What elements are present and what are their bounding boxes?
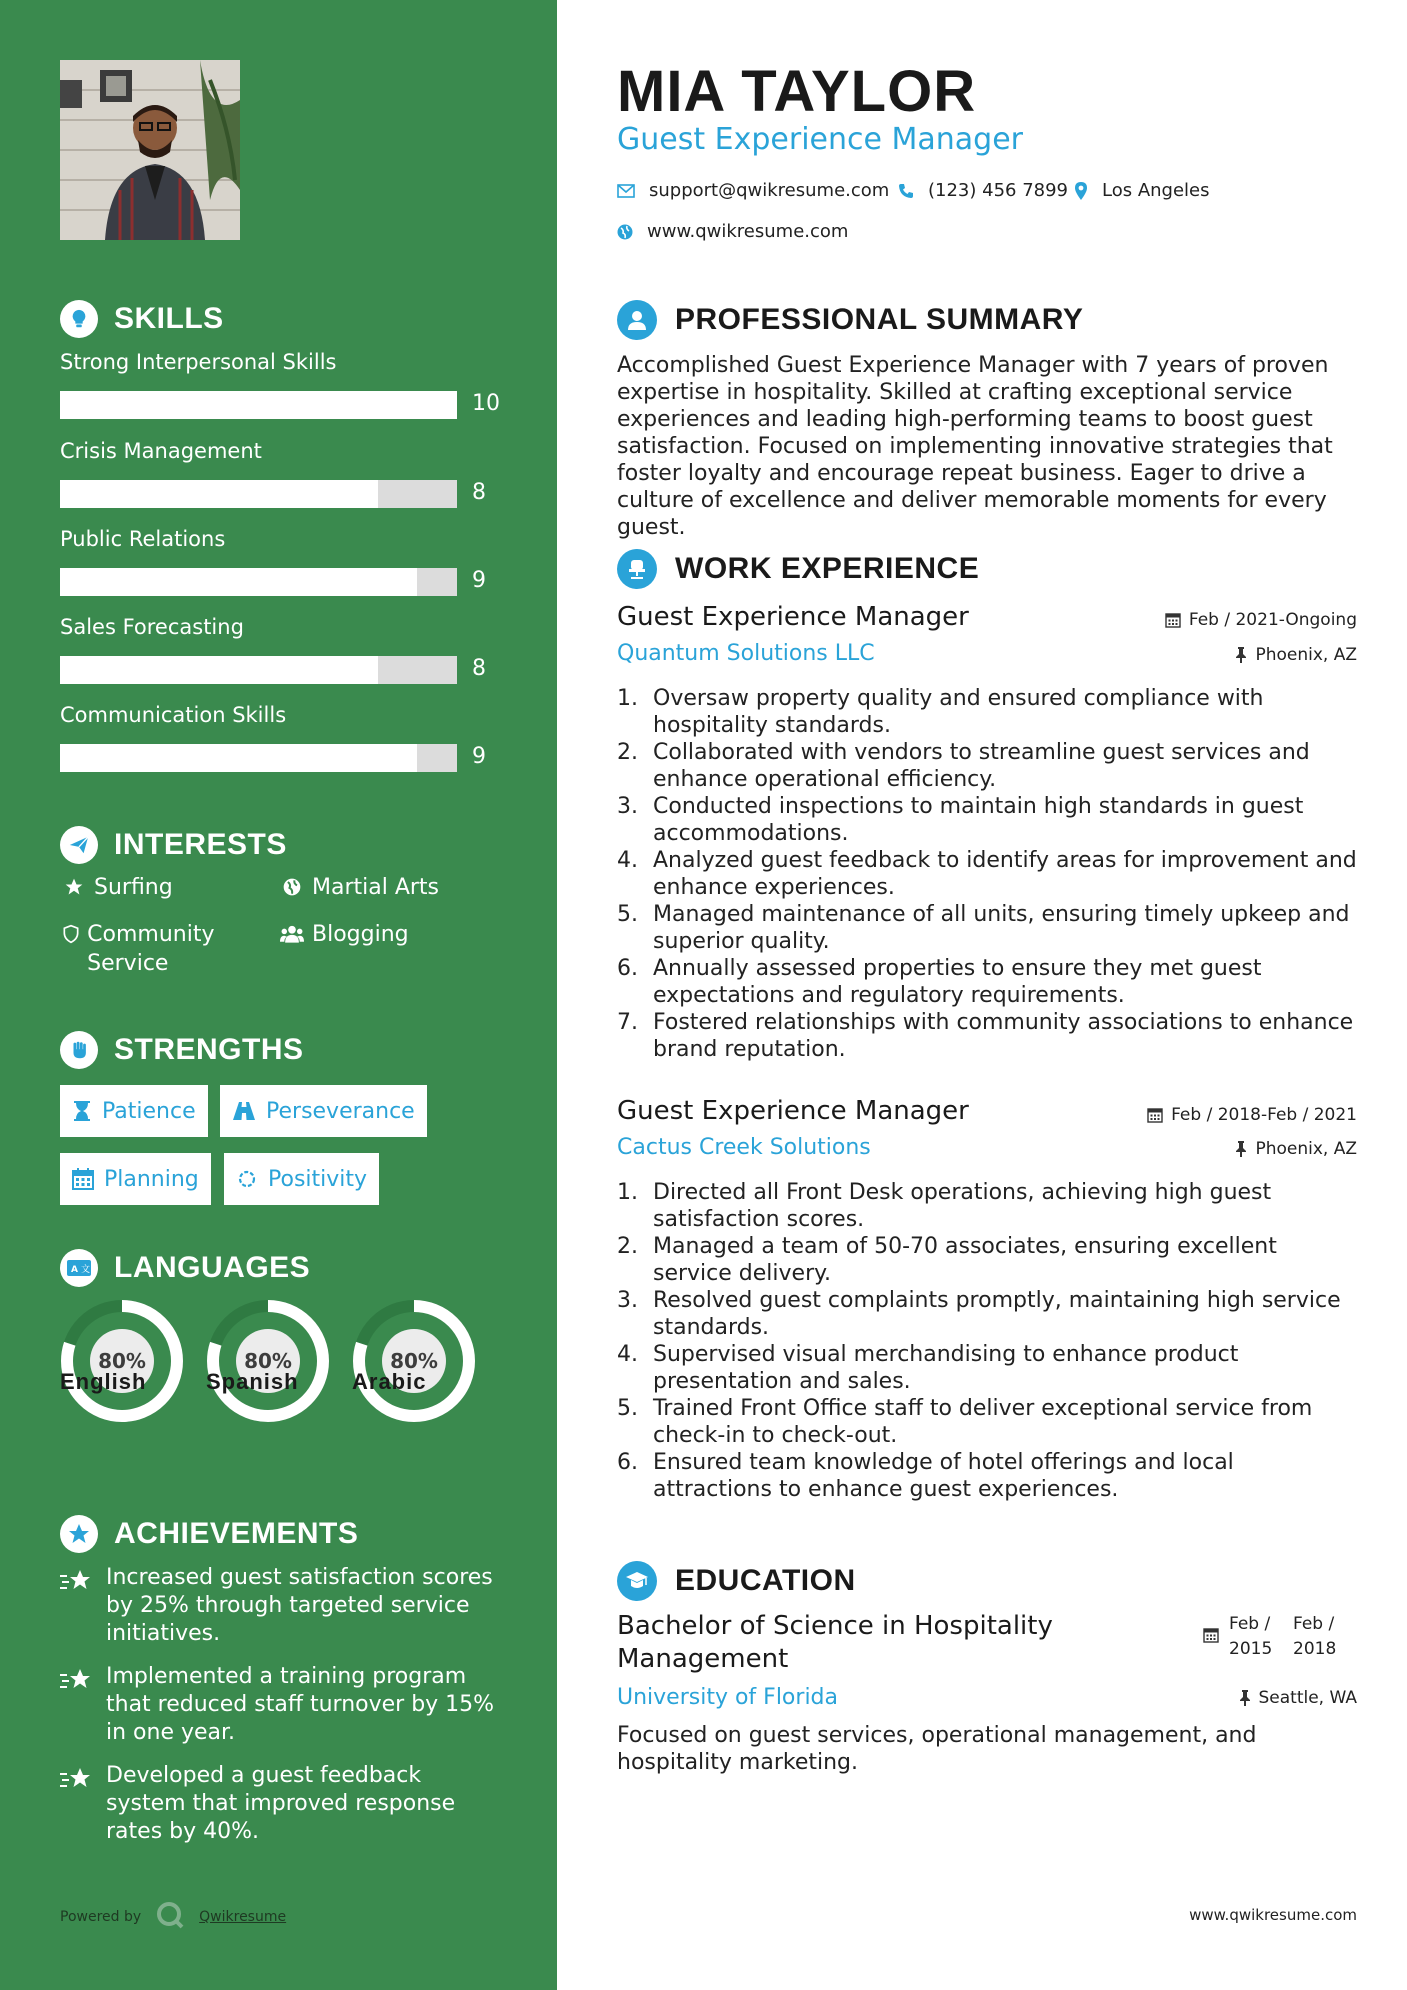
bullet-text: Managed a team of 50-70 associates, ensuring excellent service delivery. xyxy=(653,1234,1277,1286)
fist-icon xyxy=(60,1031,98,1069)
bullet-text: Conducted inspections to maintain high standards in guest accommodations. xyxy=(653,794,1304,846)
achievement-item xyxy=(60,1564,506,1648)
job-title: Guest Experience Manager xyxy=(617,1096,969,1126)
skill-value: 10 xyxy=(472,391,500,416)
powered-by xyxy=(60,1900,286,1934)
skill-value: 9 xyxy=(472,744,486,769)
map-pin-icon xyxy=(1074,182,1088,200)
education-start-year: 2015 xyxy=(1229,1639,1273,1659)
globe-icon xyxy=(617,224,633,240)
achievement-text: Developed a guest feedback system that improved response rates by 40%. xyxy=(106,1763,456,1844)
website-text[interactable]: www.qwikresume.com xyxy=(647,221,849,242)
strengths-title: STRENGTHS xyxy=(114,1033,304,1066)
education-start xyxy=(1229,1612,1293,1662)
language-progress-ring xyxy=(60,1299,184,1423)
language-name: English xyxy=(60,1369,147,1394)
candidate-name: MIA TAYLOR xyxy=(617,59,977,124)
bullet-text: Fostered relationships with community associations to enhance brand reputation. xyxy=(653,1010,1354,1062)
summary-title: PROFESSIONAL SUMMARY xyxy=(675,303,1084,336)
languages-title: LANGUAGES xyxy=(114,1251,311,1284)
bullet-text: Directed all Front Desk operations, achieving high guest satisfaction scores. xyxy=(653,1180,1272,1232)
job-bullet xyxy=(617,1179,1357,1233)
bullet-text: Annually assessed properties to ensure they met guest expectations and regulatory requirements. xyxy=(653,956,1262,1008)
language-name: Spanish xyxy=(206,1369,299,1394)
qwikresume-link[interactable]: Qwikresume xyxy=(199,1909,287,1925)
star-trail-icon xyxy=(60,1564,96,1648)
education-heading xyxy=(617,1561,856,1601)
job-bullet xyxy=(617,1395,1357,1449)
interest-item xyxy=(278,920,409,949)
skill-label: Crisis Management xyxy=(60,439,262,463)
bullet-number: 6. xyxy=(617,956,638,981)
sidebar xyxy=(0,0,557,1990)
skill-bar xyxy=(60,568,457,596)
languages-heading xyxy=(60,1249,310,1287)
job-dates-text: Feb / 2021-Ongoing xyxy=(1188,610,1357,630)
bullet-number: 3. xyxy=(617,1288,638,1313)
job-location xyxy=(1235,1139,1357,1159)
phone-icon xyxy=(898,183,914,199)
bullet-number: 4. xyxy=(617,1342,638,1367)
svg-text:文: 文 xyxy=(81,1265,91,1275)
job-title: Guest Experience Manager xyxy=(617,602,969,632)
skill-bar xyxy=(60,391,457,419)
education-end-year: 2018 xyxy=(1293,1639,1337,1659)
education-location-text: Seattle, WA xyxy=(1258,1688,1357,1708)
svg-text:A: A xyxy=(71,1265,78,1275)
job-bullet xyxy=(617,793,1357,847)
email-contact xyxy=(617,180,889,201)
pushpin-icon xyxy=(1239,1690,1251,1706)
language-percent: 80% xyxy=(390,1349,438,1373)
bullet-number: 1. xyxy=(617,1180,638,1205)
interest-item xyxy=(278,873,439,902)
language-percent: 80% xyxy=(244,1349,292,1373)
main-content xyxy=(617,0,1357,1990)
work-title: WORK EXPERIENCE xyxy=(675,552,980,585)
strength-badge xyxy=(60,1085,208,1137)
lightbulb-icon xyxy=(60,300,98,338)
strength-badge xyxy=(224,1153,379,1205)
calendar-icon xyxy=(1165,612,1181,628)
job-dates xyxy=(1147,1105,1357,1125)
skill-label: Strong Interpersonal Skills xyxy=(60,350,337,374)
language-name: Arabic xyxy=(352,1369,427,1394)
profile-photo xyxy=(60,60,240,240)
job-bullet xyxy=(617,1341,1357,1395)
calendar-icon xyxy=(1147,1107,1163,1123)
education-description: Focused on guest services, operational management, and hospitality marketing. xyxy=(617,1723,1257,1775)
pushpin-icon xyxy=(1235,647,1247,663)
work-heading xyxy=(617,549,979,589)
skill-bar xyxy=(60,480,457,508)
sun-icon xyxy=(236,1168,258,1190)
users-icon xyxy=(278,920,306,949)
bullet-number: 5. xyxy=(617,902,638,927)
strength-label: Perseverance xyxy=(266,1098,415,1124)
skills-title: SKILLS xyxy=(114,302,224,335)
user-icon xyxy=(617,300,657,340)
calendar-icon xyxy=(1203,1612,1219,1662)
bullet-text: Analyzed guest feedback to identify areas for improvement and enhance experiences. xyxy=(653,848,1357,900)
phone-text: (123) 456 7899 xyxy=(928,180,1069,201)
bullet-number: 4. xyxy=(617,848,638,873)
job-bullet xyxy=(617,1449,1357,1503)
skill-value: 8 xyxy=(472,656,486,681)
education-start-month: Feb / xyxy=(1229,1614,1271,1634)
skill-label: Communication Skills xyxy=(60,703,287,727)
skill-value: 9 xyxy=(472,568,486,593)
job-location xyxy=(1235,645,1357,665)
location-text: Los Angeles xyxy=(1102,180,1210,201)
strengths-heading xyxy=(60,1031,304,1069)
job-bullet xyxy=(617,1233,1357,1287)
powered-by-label: Powered by xyxy=(60,1909,142,1925)
job-bullet xyxy=(617,901,1357,955)
education-dates xyxy=(1203,1612,1357,1662)
job-location-text: Phoenix, AZ xyxy=(1255,645,1357,665)
achievement-text: Increased guest satisfaction scores by 25% through targeted service initiatives. xyxy=(106,1565,493,1646)
skill-bar xyxy=(60,744,457,772)
achievement-text: Implemented a training program that reduced staff turnover by 15% in one year. xyxy=(106,1664,495,1745)
skill-label: Public Relations xyxy=(60,527,226,551)
job-bullets xyxy=(617,1179,1357,1503)
interest-label: Surfing xyxy=(94,875,173,900)
language-icon xyxy=(60,1249,98,1287)
bullet-number: 5. xyxy=(617,1396,638,1421)
strength-label: Patience xyxy=(102,1098,196,1124)
job-bullet xyxy=(617,739,1357,793)
skills-heading xyxy=(60,300,224,338)
star-trail-icon xyxy=(60,1762,96,1846)
interest-item xyxy=(60,873,173,902)
bullet-text: Collaborated with vendors to streamline guest services and enhance operational efficiency. xyxy=(653,740,1310,792)
candidate-role: Guest Experience Manager xyxy=(617,122,1023,157)
road-icon xyxy=(232,1101,256,1121)
job-location-text: Phoenix, AZ xyxy=(1255,1139,1357,1159)
star-icon xyxy=(60,873,88,902)
interest-label: Martial Arts xyxy=(312,875,440,900)
education-end-month: Feb / xyxy=(1293,1614,1335,1634)
interests-heading xyxy=(60,826,287,864)
star-trail-icon xyxy=(60,1663,96,1747)
bullet-text: Managed maintenance of all units, ensuring timely upkeep and superior quality. xyxy=(653,902,1350,954)
globe-icon xyxy=(278,873,306,902)
job-dates-text: Feb / 2018-Feb / 2021 xyxy=(1171,1105,1357,1125)
bullet-number: 2. xyxy=(617,1234,638,1259)
skill-bar xyxy=(60,656,457,684)
location-contact xyxy=(1074,180,1210,201)
language-progress-ring xyxy=(206,1299,330,1423)
briefcase-chair-icon xyxy=(617,549,657,589)
bullet-number: 1. xyxy=(617,686,638,711)
strength-label: Positivity xyxy=(268,1166,368,1192)
graduation-cap-icon xyxy=(617,1561,657,1601)
education-location xyxy=(1239,1688,1358,1708)
strength-badge xyxy=(220,1085,427,1137)
skill-label: Sales Forecasting xyxy=(60,615,244,639)
skill-bar-fill xyxy=(60,744,417,772)
summary-text: Accomplished Guest Experience Manager with 7 years of proven expertise in hospitality. Skilled at crafting exceptional service experiences and leading high-performing teams to boost guest satisfaction. Focused on implementing innovative strategies that foster loyalty and encourage repeat business. Eager to drive a culture of excellence and deliver memorable moments for every guest. xyxy=(617,353,1333,540)
skill-value: 8 xyxy=(472,480,486,505)
skill-bar-fill xyxy=(60,568,417,596)
shield-icon xyxy=(60,920,81,978)
achievement-item xyxy=(60,1762,506,1846)
bullet-text: Oversaw property quality and ensured compliance with hospitality standards. xyxy=(653,686,1264,738)
bullet-number: 7. xyxy=(617,1010,638,1035)
calendar-icon xyxy=(72,1168,94,1190)
language-item xyxy=(60,1299,184,1427)
bullet-text: Ensured team knowledge of hotel offerings and local attractions to enhance guest experiences. xyxy=(653,1450,1234,1502)
job-bullet xyxy=(617,685,1357,739)
interest-label: Blogging xyxy=(312,922,409,947)
envelope-icon xyxy=(617,184,635,198)
hourglass-icon xyxy=(72,1100,92,1122)
bullet-text: Trained Front Office staff to deliver exceptional service from check-in to check-out. xyxy=(653,1396,1313,1448)
achievement-item xyxy=(60,1663,506,1747)
achievements-title: ACHIEVEMENTS xyxy=(114,1517,359,1550)
strength-label: Planning xyxy=(104,1166,199,1192)
email-text[interactable]: support@qwikresume.com xyxy=(649,180,890,201)
bullet-number: 6. xyxy=(617,1450,638,1475)
language-item xyxy=(352,1299,476,1427)
star-badge-icon xyxy=(60,1515,98,1553)
language-progress-ring xyxy=(352,1299,476,1423)
website-contact xyxy=(617,221,848,242)
phone-contact xyxy=(898,180,1068,201)
bullet-text: Resolved guest complaints promptly, maintaining high service standards. xyxy=(653,1288,1341,1340)
bullet-number: 3. xyxy=(617,794,638,819)
job-bullet xyxy=(617,847,1357,901)
interest-item xyxy=(60,920,250,978)
job-bullet xyxy=(617,1009,1357,1063)
bullet-number: 2. xyxy=(617,740,638,765)
job-company: Quantum Solutions LLC xyxy=(617,641,875,666)
summary-heading xyxy=(617,300,1083,340)
job-bullet xyxy=(617,1287,1357,1341)
paper-plane-icon xyxy=(60,826,98,864)
interests-title: INTERESTS xyxy=(114,828,287,861)
pushpin-icon xyxy=(1235,1141,1247,1157)
achievements-heading xyxy=(60,1515,358,1553)
education-end xyxy=(1293,1612,1357,1662)
skill-bar-fill xyxy=(60,391,457,419)
job-bullet xyxy=(617,955,1357,1009)
skill-bar-fill xyxy=(60,480,378,508)
skill-bar-fill xyxy=(60,656,378,684)
job-dates xyxy=(1165,610,1357,630)
education-school: University of Florida xyxy=(617,1685,838,1710)
strength-badge xyxy=(60,1153,211,1205)
bullet-text: Supervised visual merchandising to enhance product presentation and sales. xyxy=(653,1342,1239,1394)
education-degree: Bachelor of Science in Hospitality Management xyxy=(617,1611,1053,1674)
qwikresume-logo-icon xyxy=(155,1900,185,1934)
language-percent: 80% xyxy=(98,1349,146,1373)
job-company: Cactus Creek Solutions xyxy=(617,1135,871,1160)
education-title: EDUCATION xyxy=(675,1564,856,1597)
language-item xyxy=(206,1299,330,1427)
interest-label: Community Service xyxy=(87,922,215,976)
footer-url[interactable]: www.qwikresume.com xyxy=(1189,1906,1357,1924)
job-bullets xyxy=(617,685,1357,1063)
